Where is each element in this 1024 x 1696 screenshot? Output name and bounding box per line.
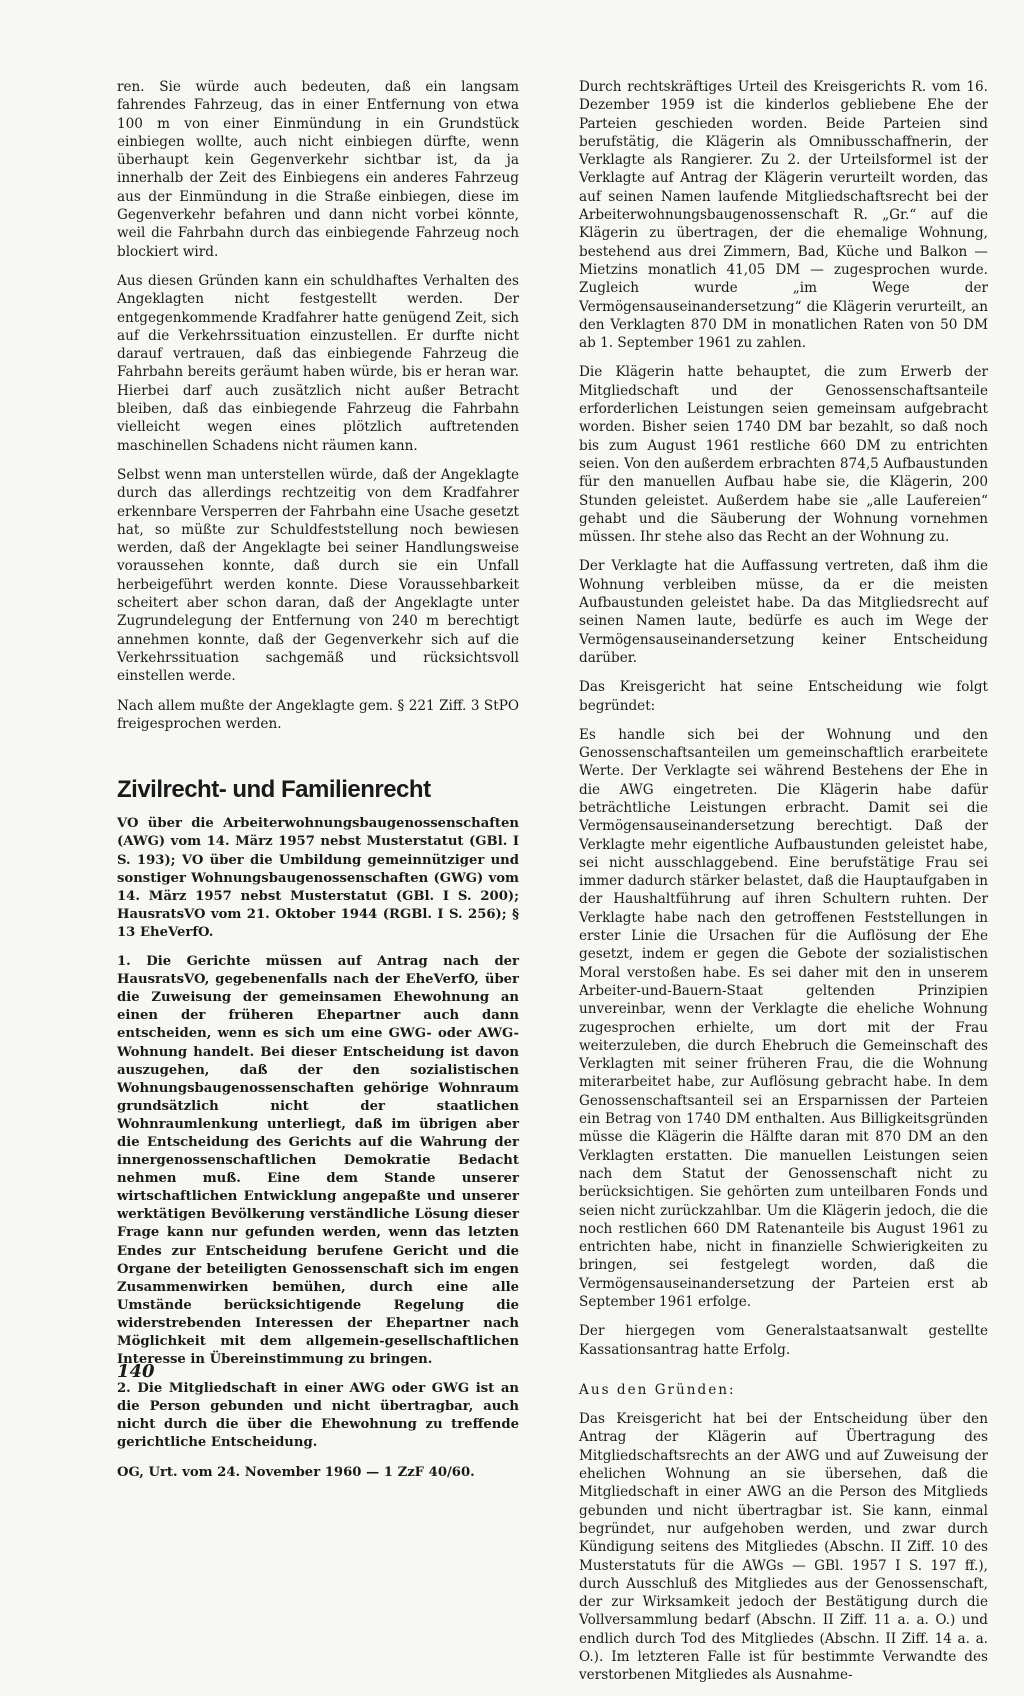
right-paragraph-7: Das Kreisgericht hat bei der Entscheidung über den Antrag der Klägerin auf Übertragung des Mitgliedschaftsrechts an der AWG und auf Zuweisung der ehelichen Wohnung an sie übersehen, daß die Mitgliedschaft in einer AWG an die Person des Mitglieds gebunden und nicht übertragbar ist. Sie kann, einmal begründet, nur aufgehoben werden, und zwar durch Kündigung seitens des Mitgliedes (Abschn. II Ziff. 10 des Musterstatuts für die AWGs — GBl. 1957 I S. 197 ff.), durch Ausschluß des Mitgliedes aus der Genossenschaft, der zur Wirksamkeit jedoch der Bestätigung durch die Vollversammlung bedarf (Abschn. II Ziff. 11 a. a. O.) und endlich durch Tod des Mitgliedes (Abschn. II Ziff. 14 a. a. O.). Im letzteren Falle ist für bestimmte Verwandte des verstorbenen Mitgliedes als Ausnahme- — [579, 1411, 988, 1684]
left-paragraph-2: Aus diesen Gründen kann ein schuldhaftes Verhalten des Angeklagten nicht festgestellt werden. Der entgegenkommende Kradfahrer hatte genügend Zeit, sich auf die Verkehrssituation einzustellen. Er durfte nicht darauf vertrauen, daß das einbiegende Fahrzeug die Fahrbahn bereits geräumt haben würde, bis er heran war. Hierbei darf auch zusätzlich nicht außer Betracht bleiben, daß das einbiegende Fahrzeug die Fahrbahn vielleicht wegen eines plötzlich auftretenden maschinellen Schadens nicht räumen kann. — [117, 272, 519, 454]
statute-references: VO über die Arbeiterwohnungsbaugenossenschaften (AWG) vom 14. März 1957 nebst Musterstatut (GBl. I S. 193); VO über die Umbildung gemeinnütziger und sonstiger Wohnungsbaugenossenschaften (GWG) vom 14. März 1957 nebst Musterstatut (GBl. I S. 200); HausratsVO vom 21. Oktober 1944 (RGBl. I S. 256); § 13 EheVerfO. — [117, 816, 519, 940]
left-column — [117, 78, 519, 1493]
right-paragraph-2: Die Klägerin hatte behauptet, die zum Erwerb der Mitgliedschaft und der Genossenschaftsanteile erforderlichen Leistungen seien gemeinsam aufgebracht worden. Bisher seien 1740 DM bar bezahlt, so daß noch bis zum August 1961 restliche 660 DM zu entrichten seien. Von den außerdem erbrachten 874,5 Aufbaustunden für den manuellen Aufbau habe sie, die Klägerin, 200 Stunden geleistet. Außerdem habe sie „alle Laufereien“ gehabt und die Säuberung der Wohnung vornehmen müssen. Ihr stehe also das Recht an der Wohnung zu. — [579, 364, 988, 546]
right-paragraph-4: Das Kreisgericht hat seine Entscheidung wie folgt begründet: — [579, 679, 988, 714]
reasons-heading: Aus den Gründen: — [579, 1381, 736, 1398]
right-paragraph-5: Es handle sich bei der Wohnung und den Genossenschaftsanteilen um gemeinschaftlich erarbeitete Werte. Der Verklagte sei während Bestehens der Ehe in die AWG eingetreten. Die Klägerin habe dafür beträchtliche Leistungen erbracht. Damit sei die Vermögensauseinandersetzung berechtigt. Daß der Verklagte mehr eigentliche Aufbaustunden geleistet habe, sei nicht ausschlaggebend. Eine berufstätige Frau sei immer dadurch stärker belastet, daß die Hauptaufgaben in der Haushaltführung auf ihren Schultern ruhten. Der Verklagte habe nach den getroffenen Feststellungen in erster Linie die Ursachen für die Auflösung der Ehe gesetzt, indem er gegen die Gebote der sozialistischen Moral verstoßen habe. Es sei daher mit den in unserem Arbeiter-und-Bauern-Staat geltenden Prinzipien unvereinbar, wenn der Verklagte die eheliche Wohnung zugesprochen erhielte, um dort mit der Frau weiterzuleben, die durch Ehebruch die Gemeinschaft des Verklagten mit seiner früheren Frau, die die Wohnung miterarbeitet habe, zur Auflösung gebracht habe. In dem Genossenschaftsanteil sei an Ersparnissen der Parteien ein Betrag von 1740 DM enthalten. Aus Billigkeitsgründen müsse die Klägerin die Hälfte daran mit 870 DM an den Verklagten erstatten. Die manuellen Leistungen seien nach dem Statut der Genossenschaft nicht zu berücksichtigen. Sie gehörten zum unteilbaren Fonds und seien nicht zurückzahlbar. Um die Klägerin jedoch, die die noch restlichen 660 DM Ratenanteile bis August 1961 zu entrichten habe, nicht in finanzielle Schwierigkeiten zu bringen, sei festgelegt worden, daß die Vermögensauseinandersetzung der Parteien erst ab September 1961 erfolge. — [579, 726, 988, 1310]
court-citation: OG, Urt. vom 24. November 1960 — 1 ZzF 40/60. — [117, 1464, 475, 1480]
left-paragraph-1: ren. Sie würde auch bedeuten, daß ein langsam fahrendes Fahrzeug, das in einer Entfernung von etwa 100 m von einer Einmündung in ein Grundstück einbiegen wollte, auch nicht einbiegen dürfte, wenn überhaupt kein Gegenverkehr sichtbar ist, da ja innerhalb der Zeit des Einbiegens ein anderes Fahrzeug aus der Einmündung in die Straße einbiegen, diese im Gegenverkehr befahren und dann nicht vorbei könnte, weil die Fahrbahn durch das einbiegende Fahrzeug noch blockiert wird. — [117, 79, 519, 260]
right-column — [579, 78, 988, 1696]
headnote-1: 1. Die Gerichte müssen auf Antrag nach der HausratsVO, gegebenenfalls nach der EheVerfO, über die Zuweisung der gemeinsamen Ehewohnung an einen der früheren Ehepartner auch dann entscheiden, wenn es sich um eine GWG- oder AWG-Wohnung handelt. Bei dieser Entscheidung ist davon auszugehen, daß der den sozialistischen Wohnungsbaugenossenschaften gehörige Wohnraum grundsätzlich nicht der staatlichen Wohnraumlenkung unterliegt, daß im übrigen aber die Entscheidung des Gerichts auf die Wahrung der innergenossenschaftlichen Demokratie Bedacht nehmen muß. Eine dem Stande unserer wirtschaftlichen Entwicklung angepaßte und unserer werktätigen Bevölkerung verständliche Lösung dieser Frage kann nur gefunden werden, wenn das letzten Endes zur Entscheidung berufene Gericht und die Organe der beteiligten Genossenschaft sich im engen Zusammenwirken bemühen, durch eine alle Umstände berücksichtigende Regelung die widerstrebenden Interessen der Ehepartner nach Möglichkeit mit dem allgemein-gesellschaftlichen Interesse in Übereinstimmung zu bringen. — [117, 954, 519, 1368]
left-paragraph-4: Nach allem mußte der Angeklagte gem. § 221 Ziff. 3 StPO freigesprochen werden. — [117, 697, 519, 732]
right-paragraph-1: Durch rechtskräftiges Urteil des Kreisgerichts R. vom 16. Dezember 1959 ist die kinderlos gebliebene Ehe der Parteien geschieden worden. Beide Parteien sind berufstätig, die Klägerin als Omnibusschaffnerin, der Verklagte als Rangierer. Zu 2. der Urteilsformel ist der Verklagte auf Antrag der Klägerin verurteilt worden, das auf seinen Namen laufende Mitgliedschaftsrecht bei der Arbeiterwohnungsbaugenossenschaft R. „Gr.“ auf die Klägerin zu übertragen, der die ehemalige Wohnung, bestehend aus drei Zimmern, Bad, Küche und Balkon — Mietzins monatlich 41,05 DM — zugesprochen wurde. Zugleich wurde „im Wege der Vermögensauseinandersetzung“ die Klägerin verurteilt, an den Verklagten 870 DM in monatlichen Raten von 50 DM ab 1. September 1961 zu zahlen. — [579, 79, 988, 352]
right-paragraph-3: Der Verklagte hat die Auffassung vertreten, daß ihm die Wohnung verbleiben müsse, da er die meisten Aufbaustunden geleistet habe. Da das Mitgliedsrecht auf seinen Namen laute, bedürfe es auch im Wege der Vermögensauseinandersetzung keiner Entscheidung darüber. — [579, 558, 988, 666]
headnote-2: 2. Die Mitgliedschaft in einer AWG oder GWG ist an die Person gebunden und nicht übertragbar, auch nicht durch die über die Ehewohnung zu treffende gerichtliche Entscheidung. — [117, 1381, 519, 1451]
section-title: Zivilrecht- und Familienrecht — [117, 776, 431, 804]
page-number: 140 — [117, 1361, 155, 1382]
left-paragraph-3: Selbst wenn man unterstellen würde, daß der Angeklagte durch das allerdings rechtzeitig von dem Kradfahrer erkennbare Versperren der Fahrbahn eine Usache gesetzt hat, so müßte zur Schuldfeststellung noch bewiesen werden, daß der Angeklagte bei seiner Handlungsweise voraussehen konnte, daß durch sie ein Unfall herbeigeführt werden konnte. Diese Voraussehbarkeit scheitert aber schon daran, daß der Angeklagte unter Zugrundelegung der Entfernung von 240 m berechtigt annehmen konnte, daß der Gegenverkehr sich auf die Verkehrssituation sachgemäß und rücksichtsvoll einstellen werde. — [117, 466, 519, 685]
right-paragraph-6: Der hiergegen vom Generalstaatsanwalt gestellte Kassationsantrag hatte Erfolg. — [579, 1323, 988, 1358]
